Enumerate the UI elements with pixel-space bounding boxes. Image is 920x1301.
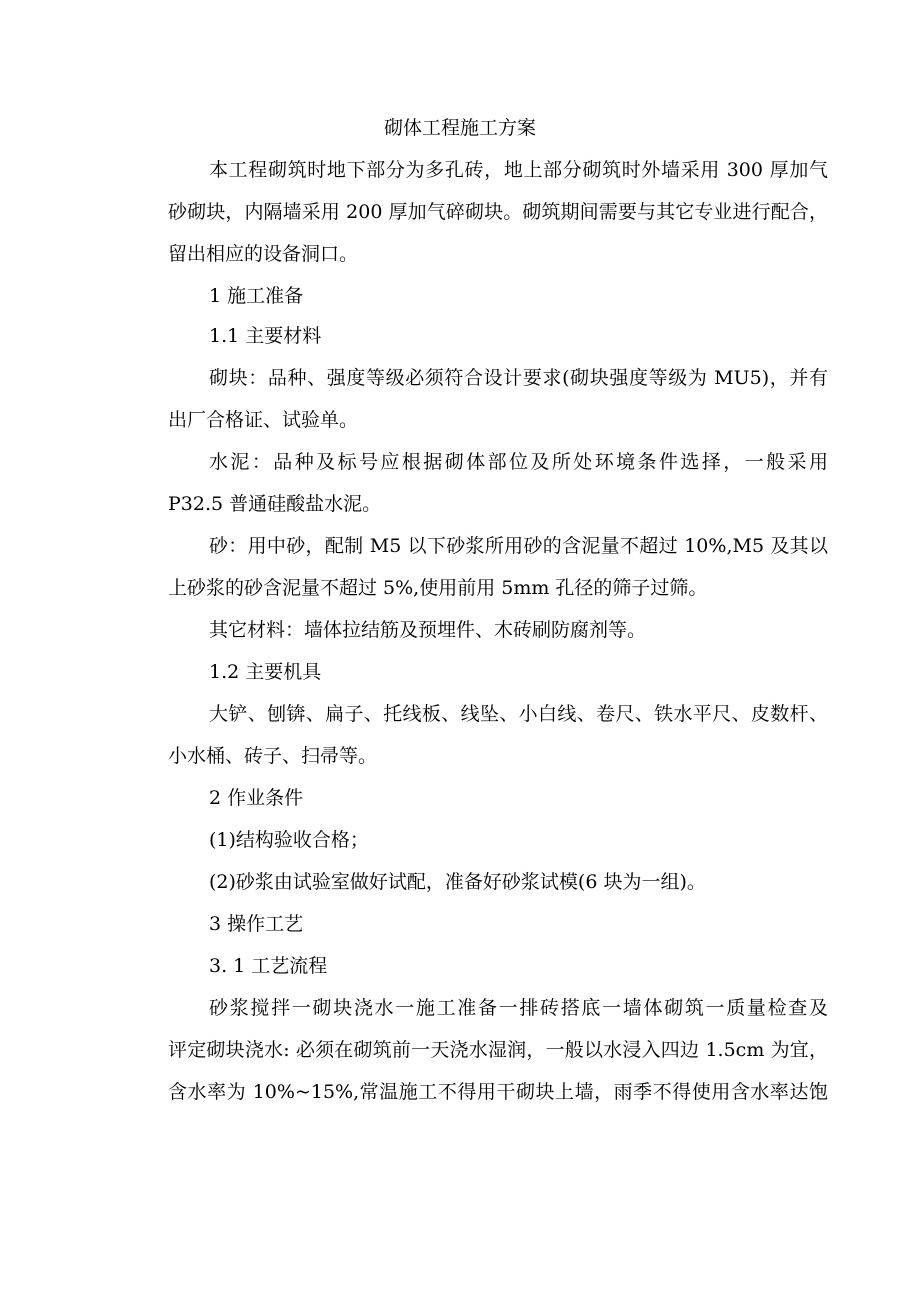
paragraph-line: 其它材料：墙体拉结筋及预埋件、木砖刷防腐剂等。 bbox=[209, 619, 647, 641]
section-heading: 3 操作工艺 bbox=[209, 913, 304, 935]
paragraph-line: 评定砌块浇水: 必须在砌筑前一天浇水湿润，一般以水浸入四边 1.5cm 为宜， bbox=[168, 1039, 828, 1061]
section-heading: 2 作业条件 bbox=[209, 787, 304, 809]
subsection-heading: 1.1 主要材料 bbox=[209, 325, 322, 347]
paragraph-line: 砂砌块，内隔墙采用 200 厚加气碎砌块。砌筑期间需要与其它专业进行配合， bbox=[168, 201, 828, 223]
list-item: (1)结构验收合格； bbox=[209, 829, 369, 851]
paragraph-line: P32.5 普通硅酸盐水泥。 bbox=[168, 493, 382, 515]
list-item: (2)砂浆由试验室做好试配，准备好砂浆试模(6 块为一组)。 bbox=[209, 871, 706, 893]
paragraph-line: 小水桶、砖子、扫帚等。 bbox=[168, 745, 378, 767]
paragraph-line: 本工程砌筑时地下部分为多孔砖，地上部分砌筑时外墙采用 300 厚加气 bbox=[209, 159, 828, 181]
paragraph-line: 留出相应的设备洞口。 bbox=[168, 243, 359, 265]
subsection-heading: 1.2 主要机具 bbox=[209, 661, 322, 683]
subsection-heading: 3. 1 工艺流程 bbox=[209, 955, 328, 977]
paragraph-line: 出厂合格证、试验单。 bbox=[168, 409, 359, 431]
paragraph-line: 上砂浆的砂含泥量不超过 5%,使用前用 5mm 孔径的筛子过筛。 bbox=[168, 577, 708, 599]
paragraph-line: 砂：用中砂，配制 M5 以下砂浆所用砂的含泥量不超过 10%,M5 及其以 bbox=[209, 535, 828, 557]
section-heading: 1 施工准备 bbox=[209, 285, 304, 307]
paragraph-line: 砌块：品种、强度等级必须符合设计要求(砌块强度等级为 MU5)，并有 bbox=[209, 367, 828, 389]
paragraph-line: 砂浆搅拌一砌块浇水一施工准备一排砖搭底一墙体砌筑一质量检查及 bbox=[209, 997, 828, 1019]
document-title: 砌体工程施工方案 bbox=[383, 117, 536, 139]
paragraph-line: 含水率为 10%~15%,常温施工不得用干砌块上墙，雨季不得使用含水率达饱 bbox=[168, 1081, 828, 1103]
paragraph-line: 大铲、刨锛、扁子、托线板、线坠、小白线、卷尺、铁水平尺、皮数杆、 bbox=[209, 703, 828, 725]
paragraph-line: 水泥：品种及标号应根据砌体部位及所处环境条件选择，一般采用 bbox=[209, 451, 828, 473]
